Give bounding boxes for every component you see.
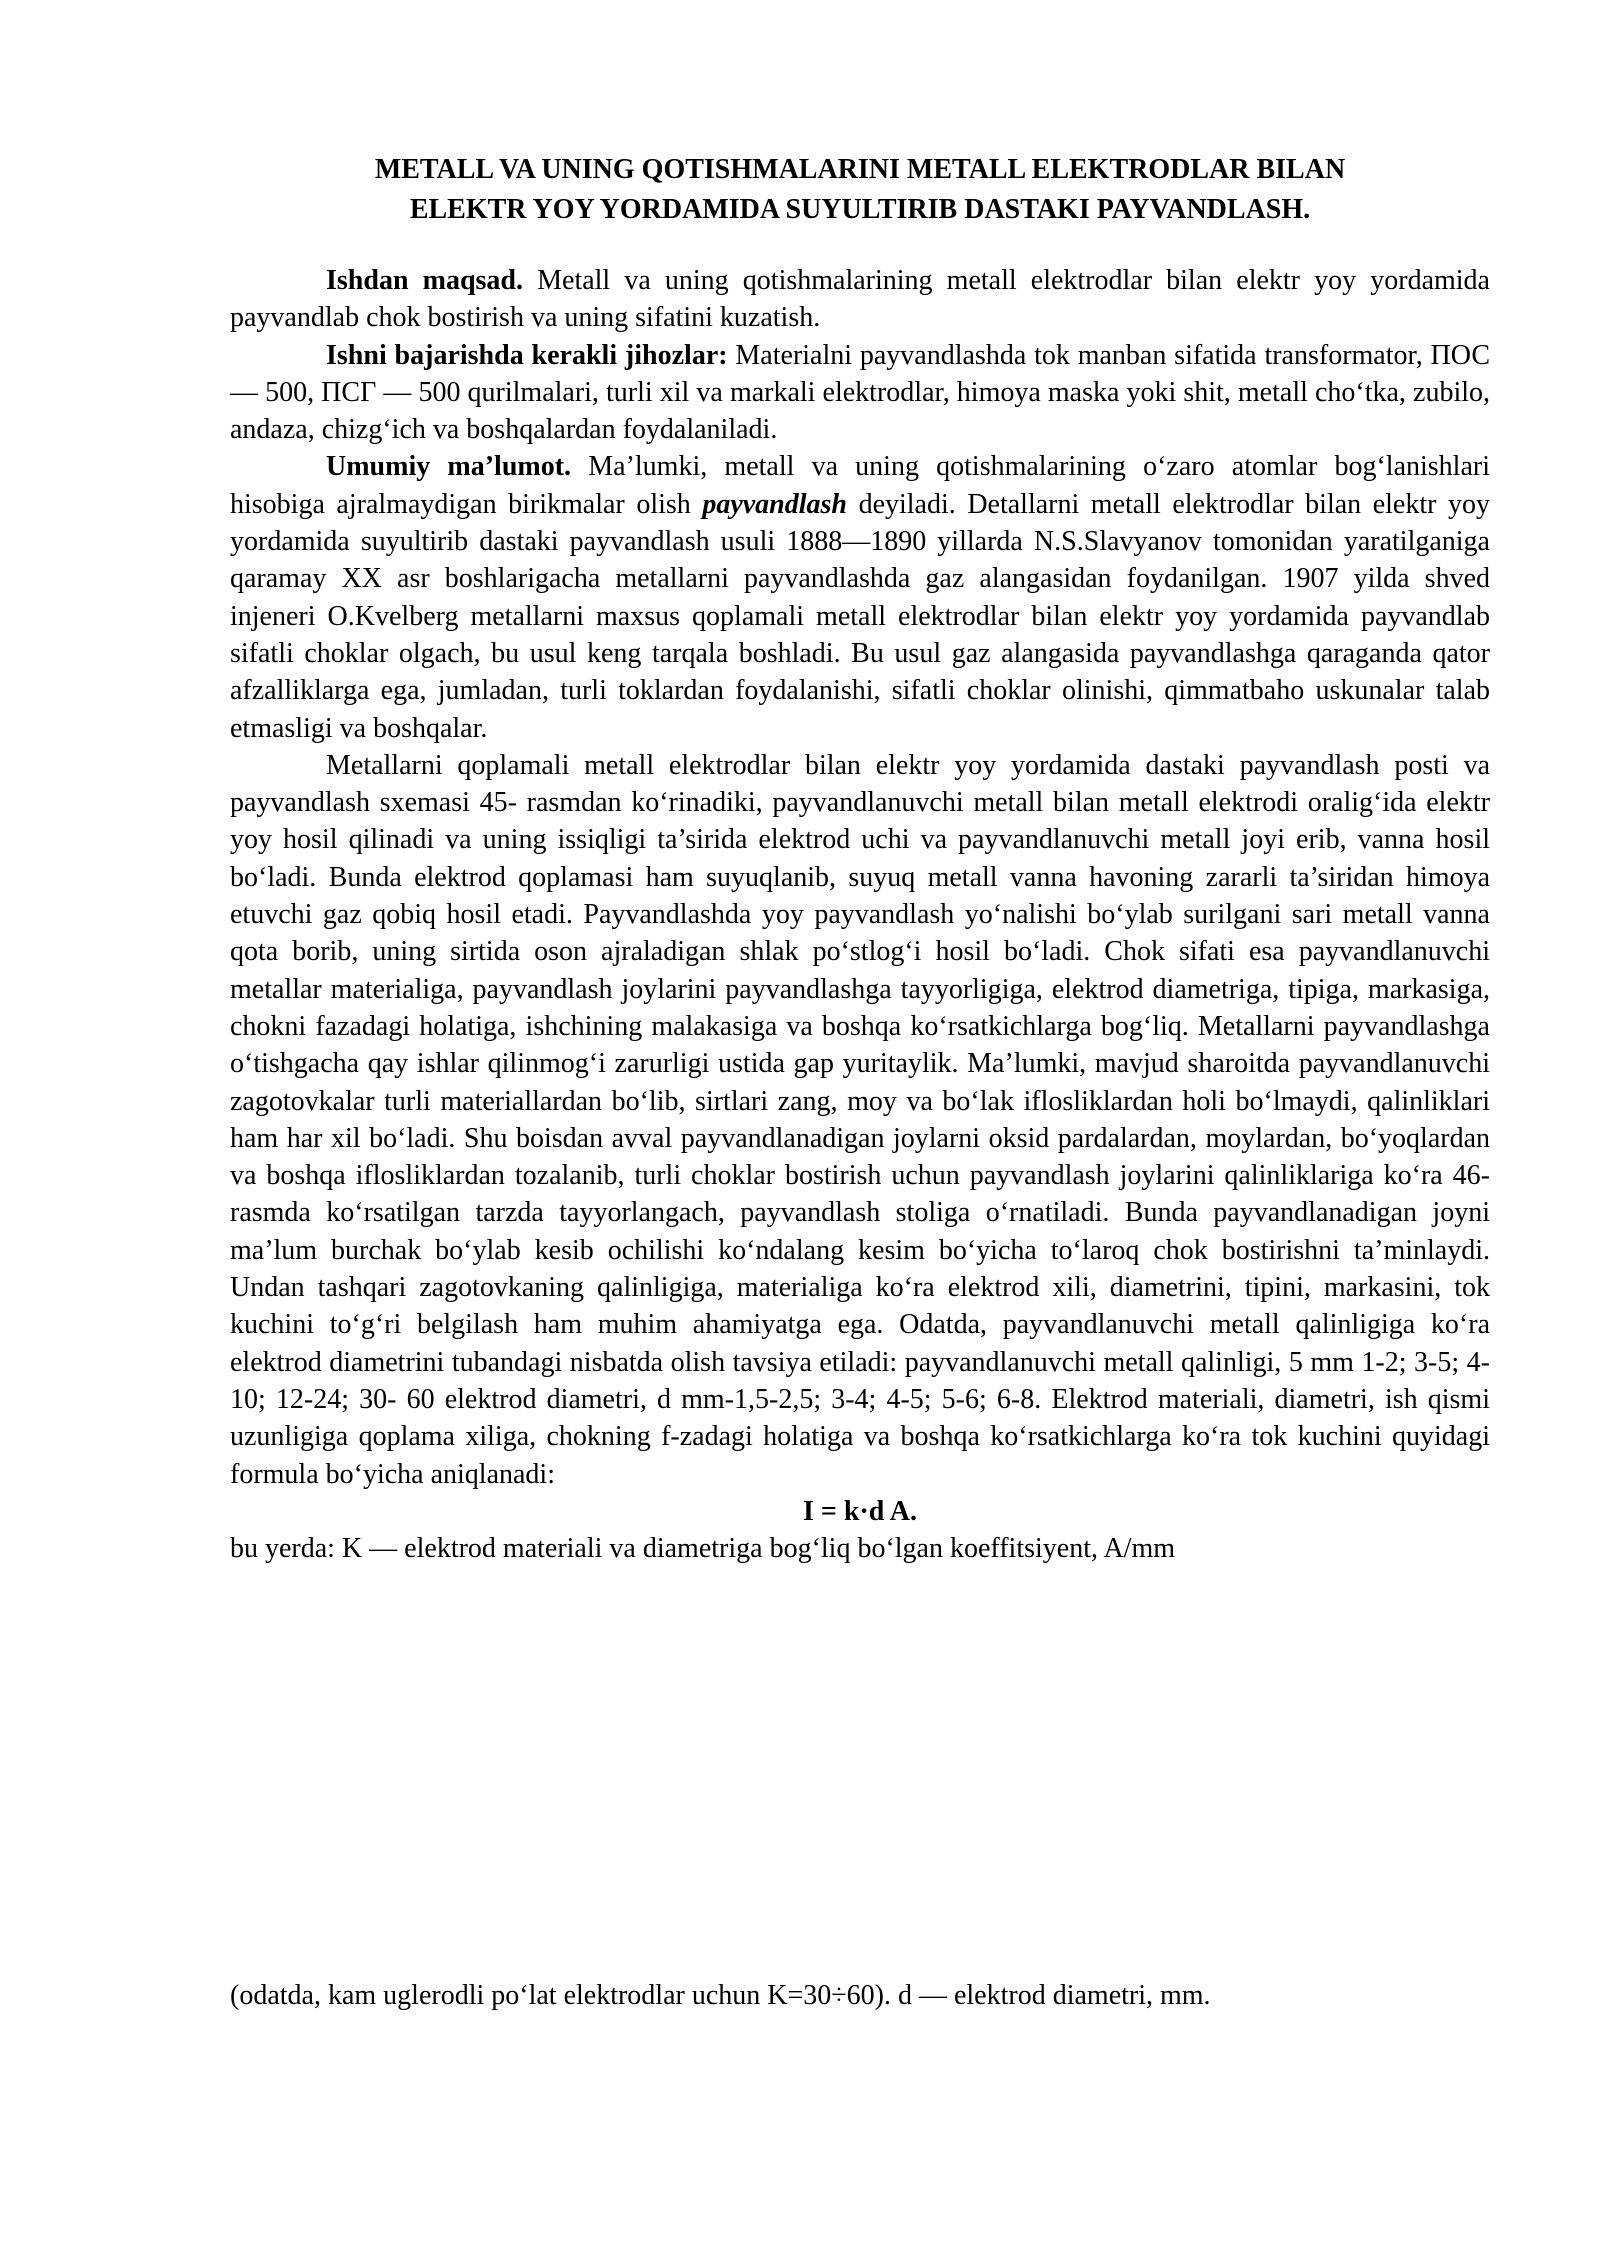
goal-label: Ishdan maqsad. [326,265,523,296]
term-payvandlash: payvandlash [702,488,848,520]
current-formula: I = k·d A. [802,1495,917,1527]
general-info-text-before: Ma’lumki, metall va uning qotishmalarining o‘zaro atomlar bog‘lanishlari hisobiga ajralmaydigan birikmalar olish [230,451,1490,520]
general-info-paragraph [230,448,1490,746]
equipment-paragraph [230,337,1490,449]
document-body [230,262,1490,1567]
goal-paragraph [230,262,1490,337]
title-line-1: METALL VA UNING QOTISHMALARINI METALL ELEKTRODLAR BILAN [374,154,1346,185]
bottom-note: (odatda, kam uglerodli po‘lat elektrodlar uchun K=30÷60). d — elektrod diametri, mm. [230,1980,1211,2011]
page-title [230,150,1490,230]
equipment-text: Materialni payvandlashda tok manban sifatida transformator, ПОС — 500, ПСГ — 500 qurilmalari, turli xil va markali elektrodlar, himoya maska yoki shit, metall cho‘tka, zubilo, andaza, chizg‘ich va boshqalardan foydalaniladi. [230,339,1491,446]
formula-explanation: bu yerda: K — elektrod materiali va diametriga bog‘liq bo‘lgan koeffitsiyent, A/mm [230,1533,1176,1565]
main-paragraph: Metallarni qoplamali metall elektrodlar bilan elektr yoy yordamida dastaki payvandlash posti va payvandlash sxemasi 45- rasmdan ko‘rinadiki, payvandlanuvchi metall bilan metall elektrodi oralig‘ida elektr yoy hosil qilinadi va uning issiqligi ta’sirida elektrod uchi va payvandlanuvchi metall joyi erib, vanna hosil bo‘ladi. Bunda elektrod qoplamasi ham suyuqlanib, suyuq metall vanna havoning zararli ta’siridan himoya etuvchi gaz qobiq hosil etadi. Payvandlashda yoy payvandlash yo‘nalishi bo‘ylab surilgani sari metall vanna qota borib, uning sirtida oson ajraladigan shlak po‘stlog‘i hosil bo‘ladi. Chok sifati esa payvandlanuvchi metallar materialiga, payvandlash joylarini payvandlashga tayyorligiga, elektrod diametriga, tipiga, markasiga, chokni fazadagi holatiga, ishchining malakasiga va boshqa ko‘rsatkichlarga bog‘liq. Metallarni payvandlashga o‘tishgacha qay ishlar qilinmog‘i zarurligi ustida gap yuritaylik. Ma’lumki, mavjud sharoitda payvandlanuvchi zagotovkalar turli materiallardan bo‘lib, sirtlari zang, moy va bo‘lak iflosliklardan holi bo‘lmaydi, qalinliklari ham har xil bo‘ladi. Shu boisdan avval payvandlanadigan joylarni oksid pardalardan, moylardan, bo‘yoqlardan va boshqa iflosliklardan tozalanib, turli choklar bostirish uchun payvandlash joylarini qalinliklariga ko‘ra 46-rasmda ko‘rsatilgan tarzda tayyorlangach, payvandlash stoliga o‘rnatiladi. Bunda payvandlanadigan joyni ma’lum burchak bo‘ylab kesib ochilishi ko‘ndalang kesim bo‘yicha to‘laroq chok bostirishni ta’minlaydi. Undan tashqari zagotovkaning qalinligiga, materialiga ko‘ra elektrod xili, diametrini, tipini, markasini, tok kuchini to‘g‘ri belgilash ham muhim ahamiyatga ega. Odatda, payvandlanuvchi metall qalinligiga ko‘ra elektrod diametrini tubandagi nisbatda olish tavsiya etiladi: payvandlanuvchi metall qalinligi, 5 mm 1-2; 3-5; 4-10; 12-24; 30- 60 elektrod diametri, d mm-1,5-2,5; 3-4; 4-5; 5-6; 6-8. Elektrod materiali, diametri, ish qismi uzunligiga qoplama xiliga, chokning f-zadagi holatiga va boshqa ko‘rsatkichlarga ko‘ra tok kuchini quyidagi formula bo‘yicha aniqlanadi: [230,749,1490,1490]
title-line-2: ELEKTR YOY YORDAMIDA SUYULTIRIB DASTAKI PAYVANDLASH. [409,194,1311,225]
general-info-label: Umumiy ma’lumot. [326,451,572,483]
goal-text: Metall va uning qotishmalarining metall elektrodlar bilan elektr yoy yordamida payvandlab chok bostirish va uning sifatini kuzatish. [230,265,1490,334]
general-info-text-after: deyiladi. Detallarni metall elektrodlar bilan elektr yoy yordamida suyultirib dastaki payvandlash usuli 1888—1890 yillarda N.S.Slavyanov tomonidan yaratilganiga qaramay XX asr boshlarigacha metallarni payvandlashda gaz alangasidan foydanilgan. 1907 yilda shved injeneri O.Kvelberg metallarni maxsus qoplamali metall elektrodlar bilan elektr yoy yordamida payvandlab sifatli choklar olgach, bu usul keng tarqala boshladi. Bu usul gaz alangasida payvandlashga qaraganda qator afzalliklarga ega, jumladan, turli toklardan foydalanishi, sifatli choklar olinishi, qimmatbaho uskunalar talab etmasligi va boshqalar. [230,488,1490,744]
equipment-label: Ishni bajarishda kerakli jihozlar: [326,339,728,371]
